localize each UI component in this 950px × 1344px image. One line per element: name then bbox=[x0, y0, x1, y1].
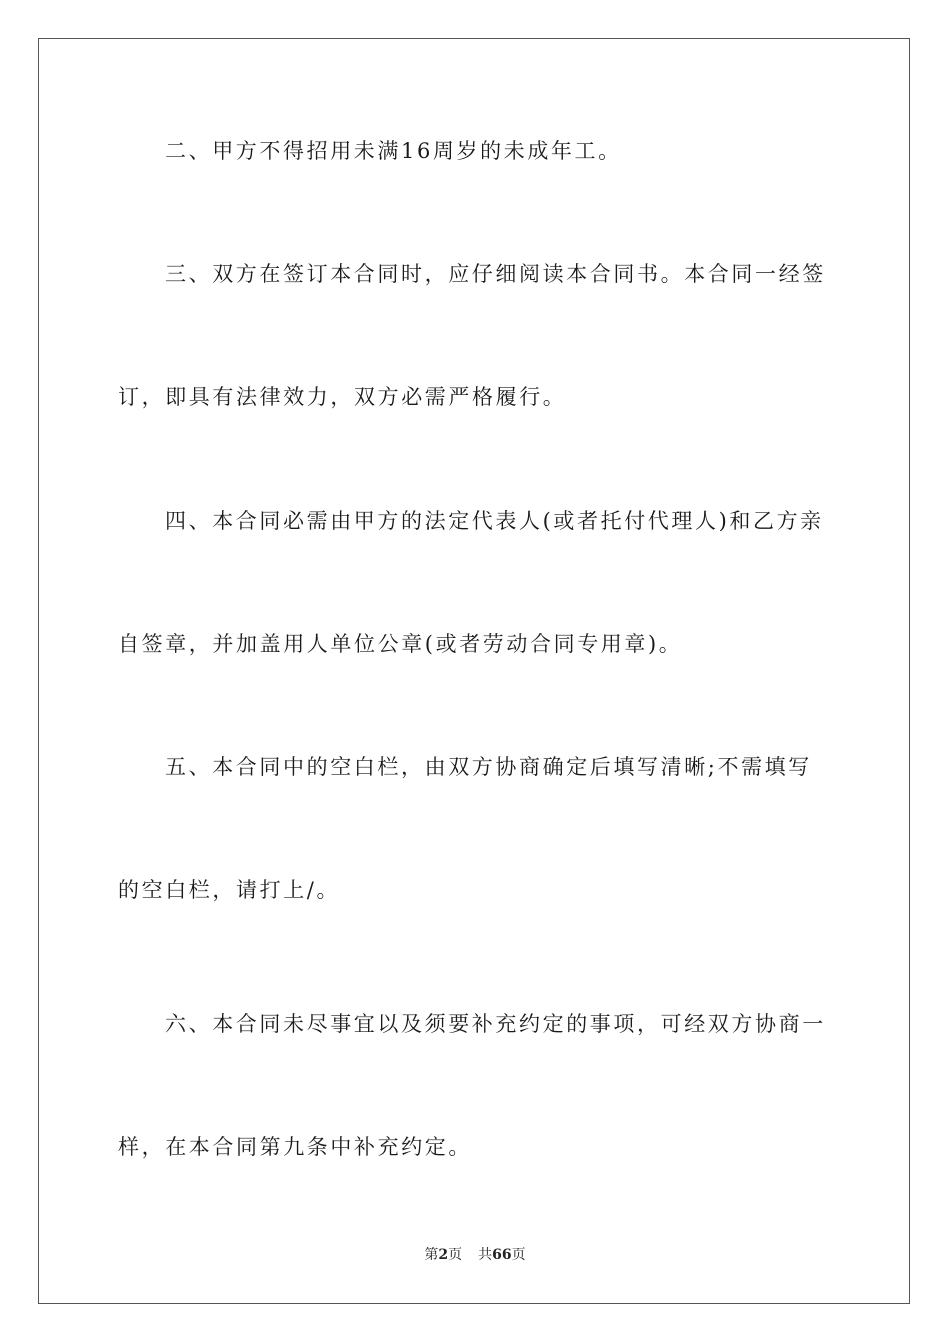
total-suffix: 页 bbox=[511, 1247, 526, 1263]
clause-5-line-2: 的空白栏，请打上/。 bbox=[118, 878, 341, 902]
clause-4-line-1: 四、本合同必需由甲方的法定代表人(或者托付代理人)和乙方亲 bbox=[165, 509, 824, 533]
clause-3-line-1: 三、双方在签订本合同时，应仔细阅读本合同书。本合同一经签 bbox=[165, 262, 826, 286]
page-border bbox=[38, 38, 910, 1304]
clause-6-line-2: 样，在本合同第九条中补充约定。 bbox=[118, 1135, 472, 1159]
clause-2-line-1: 二、甲方不得招用未满16周岁的未成年工。 bbox=[165, 139, 622, 163]
clause-3-line-2: 订，即具有法律效力，双方必需严格履行。 bbox=[118, 385, 567, 409]
total-prefix: 共 bbox=[478, 1247, 493, 1263]
clause-6-line-1: 六、本合同未尽事宜以及须要补充约定的事项，可经双方协商一 bbox=[165, 1012, 826, 1036]
page-footer bbox=[0, 1246, 950, 1264]
total-pages: 66 bbox=[492, 1247, 512, 1263]
page-suffix: 页 bbox=[448, 1247, 463, 1263]
page-number: 2 bbox=[438, 1247, 449, 1263]
clause-4-line-2: 自签章，并加盖用人单位公章(或者劳动合同专用章)。 bbox=[118, 632, 683, 656]
clause-5-line-1: 五、本合同中的空白栏，由双方协商确定后填写清晰;不需填写 bbox=[165, 755, 812, 779]
page-prefix: 第 bbox=[424, 1247, 439, 1263]
